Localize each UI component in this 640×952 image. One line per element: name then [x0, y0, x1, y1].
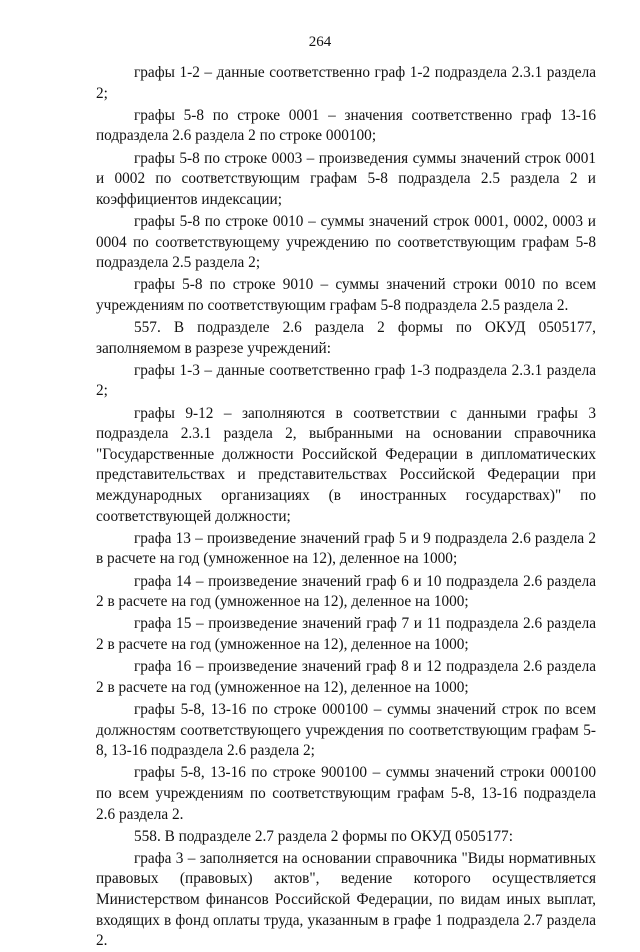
- paragraph: графа 13 – произведение значений граф 5 и 9 подраздела 2.6 раздела 2 в расчете на год (умноженное на 12), деленное на 1000;: [96, 529, 596, 568]
- paragraph: 558. В подразделе 2.7 раздела 2 формы по ОКУД 0505177:: [134, 827, 513, 845]
- paragraph: графы 5-8 по строке 0001 – значения соответственно граф 13-16 подраздела 2.6 раздела 2 по строке 000100;: [96, 106, 596, 145]
- paragraph: графа 16 – произведение значений граф 8 и 12 подраздела 2.6 раздела 2 в расчете на год (умноженное на 12), деленное на 1000;: [96, 658, 596, 696]
- paragraph: графы 1-2 – данные соответственно граф 1-2 подраздела 2.3.1 раздела 2;: [96, 64, 596, 102]
- paragraph: 557. В подразделе 2.6 раздела 2 формы по ОКУД 0505177, заполняемом в разрезе учреждений:: [96, 319, 596, 357]
- document-body: [96, 63, 596, 952]
- paragraph: графы 5-8 по строке 0003 – произведения суммы значений строк 0001 и 0002 по соответствующим графам 5-8 подраздела 2.5 раздела 2 и коэффициентов индексации;: [96, 149, 596, 208]
- paragraph: графы 5-8, 13-16 по строке 000100 – суммы значений строк по всем должностям соответствующего учреждения по соответствующим графам 5-8, 13-16 подраздела 2.6 раздела 2;: [96, 700, 596, 760]
- page-number: 264: [308, 34, 332, 50]
- paragraph: графа 15 – произведение значений граф 7 и 11 подраздела 2.6 раздела 2 в расчете на год (умноженное на 12), деленное на 1000;: [96, 615, 596, 653]
- paragraph: графы 5-8, 13-16 по строке 900100 – суммы значений строки 000100 по всем учреждениям по соответствующим графам 5-8, 13-16 подраздела 2.6 раздела 2.: [96, 764, 596, 823]
- paragraph: графы 5-8 по строке 0010 – суммы значений строк 0001, 0002, 0003 и 0004 по соответствующему учреждению по соответствующим графам 5-8 подраздела 2.5 раздела 2;: [96, 212, 596, 272]
- paragraph: графа 14 – произведение значений граф 6 и 10 подраздела 2.6 раздела 2 в расчете на год (умноженное на 12), деленное на 1000;: [96, 572, 596, 611]
- paragraph: графа 3 – заполняется на основании справочника "Виды нормативных правовых (правовых) актов", ведение которого осуществляется Министерством финансов Российской Федерации, по видам иных выплат, входящих в фонд оплаты труда, указанным в графе 1 подраздела 2.7 раздела 2.: [96, 849, 596, 950]
- paragraph: графы 1-3 – данные соответственно граф 1-3 подраздела 2.3.1 раздела 2;: [96, 361, 596, 400]
- paragraph: графы 5-8 по строке 9010 – суммы значений строки 0010 по всем учреждениям по соответствующим графам 5-8 подраздела 2.5 раздела 2.: [96, 276, 596, 314]
- paragraph: графы 9-12 – заполняются в соответствии с данными графы 3 подраздела 2.3.1 раздела 2, выбранными на основании справочника "Государственные должности Российской Федерации в дипломатических представительствах и представительствах Российской Федерации при международных организациях (в иностранных государствах)" по соответствующей должности;: [96, 404, 596, 525]
